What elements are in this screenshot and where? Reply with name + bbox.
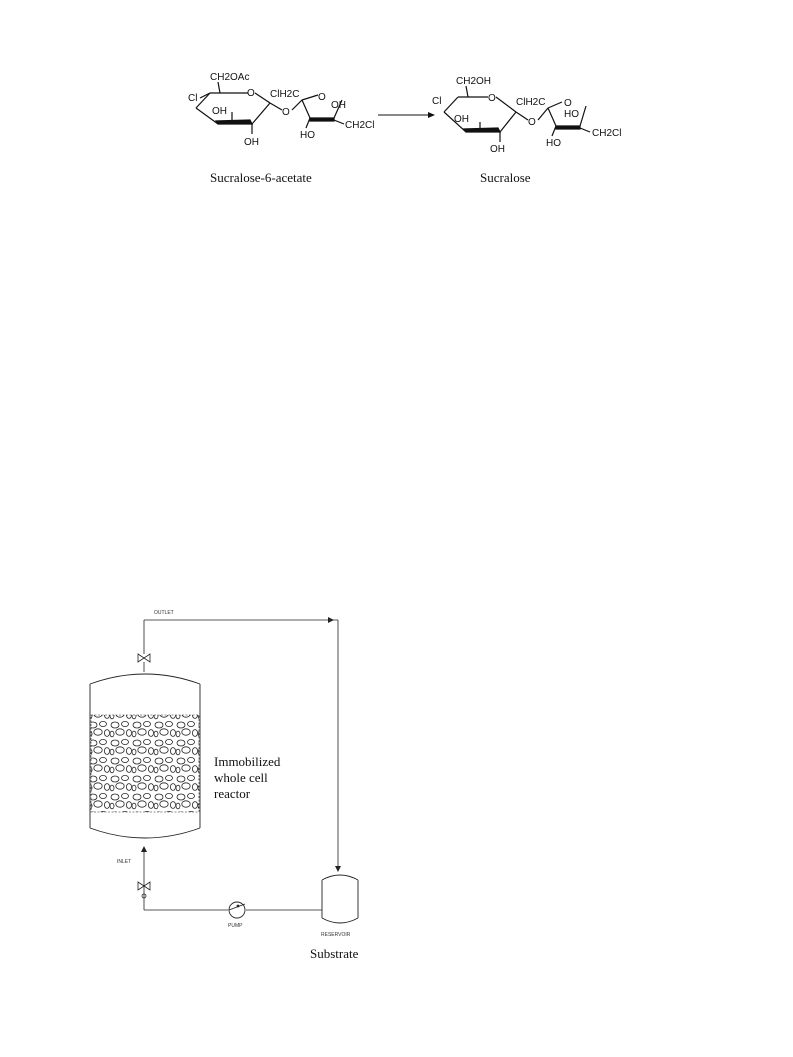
outlet-valve-icon <box>138 654 150 672</box>
reactor-label-line-2: whole cell <box>214 770 268 785</box>
pump-label: PUMP <box>228 923 243 929</box>
reactant-oh-bottom: OH <box>244 137 259 148</box>
reactor-label-line-3: reactor <box>214 786 251 801</box>
outlet-label: OUTLET <box>154 610 174 616</box>
product-oh-bottom: OH <box>490 144 505 155</box>
reactor-label-line-1: Immobilized <box>214 754 281 769</box>
reactant-bridge-o: O <box>282 107 290 118</box>
inlet-flow-arrow <box>141 846 147 852</box>
substrate-label: Substrate <box>310 946 359 961</box>
reactant-oh-mid: OH <box>212 106 227 117</box>
reaction-scheme <box>0 0 793 200</box>
product-top-group: CH2OH <box>456 76 492 87</box>
product-bridge-o: O <box>528 117 536 128</box>
product-furan-ho: HO <box>564 109 579 120</box>
packed-bed <box>91 715 199 812</box>
product-clh2c: ClH2C <box>516 97 546 108</box>
reactant-ch2cl: CH2Cl <box>345 120 375 131</box>
inlet-valve-icon <box>138 882 150 898</box>
product-oh-mid: OH <box>454 114 469 125</box>
reactant-clh2c: ClH2C <box>270 89 300 100</box>
product-ho: HO <box>546 138 561 149</box>
reactant-furan-oh: OH <box>331 100 346 111</box>
reactant-ho: HO <box>300 130 315 141</box>
product-cl-left: Cl <box>432 96 442 107</box>
outlet-pipe <box>144 620 338 870</box>
reactant-top-group: CH2OAc <box>210 72 250 83</box>
reactant-cl-left: Cl <box>188 93 198 104</box>
reactor-label <box>214 754 280 802</box>
reaction-arrow <box>378 112 435 118</box>
pump-icon <box>229 902 245 918</box>
reservoir-flow-arrow <box>335 866 341 872</box>
reservoir-tank <box>322 875 358 923</box>
reservoir-label: RESERVOIR <box>321 932 351 938</box>
inlet-pipe <box>144 848 322 910</box>
reactant-ring-o: O <box>247 88 255 99</box>
product-ring-o: O <box>488 93 496 104</box>
product-name: Sucralose <box>480 170 531 185</box>
outlet-flow-arrow <box>328 617 334 623</box>
product-ch2cl: CH2Cl <box>592 128 622 139</box>
reactor-vessel <box>90 674 200 838</box>
reactant-furan-o: O <box>318 92 326 103</box>
product-furan-o: O <box>564 98 572 109</box>
reactant-name: Sucralose-6-acetate <box>210 170 312 185</box>
inlet-label: INLET <box>117 859 132 865</box>
